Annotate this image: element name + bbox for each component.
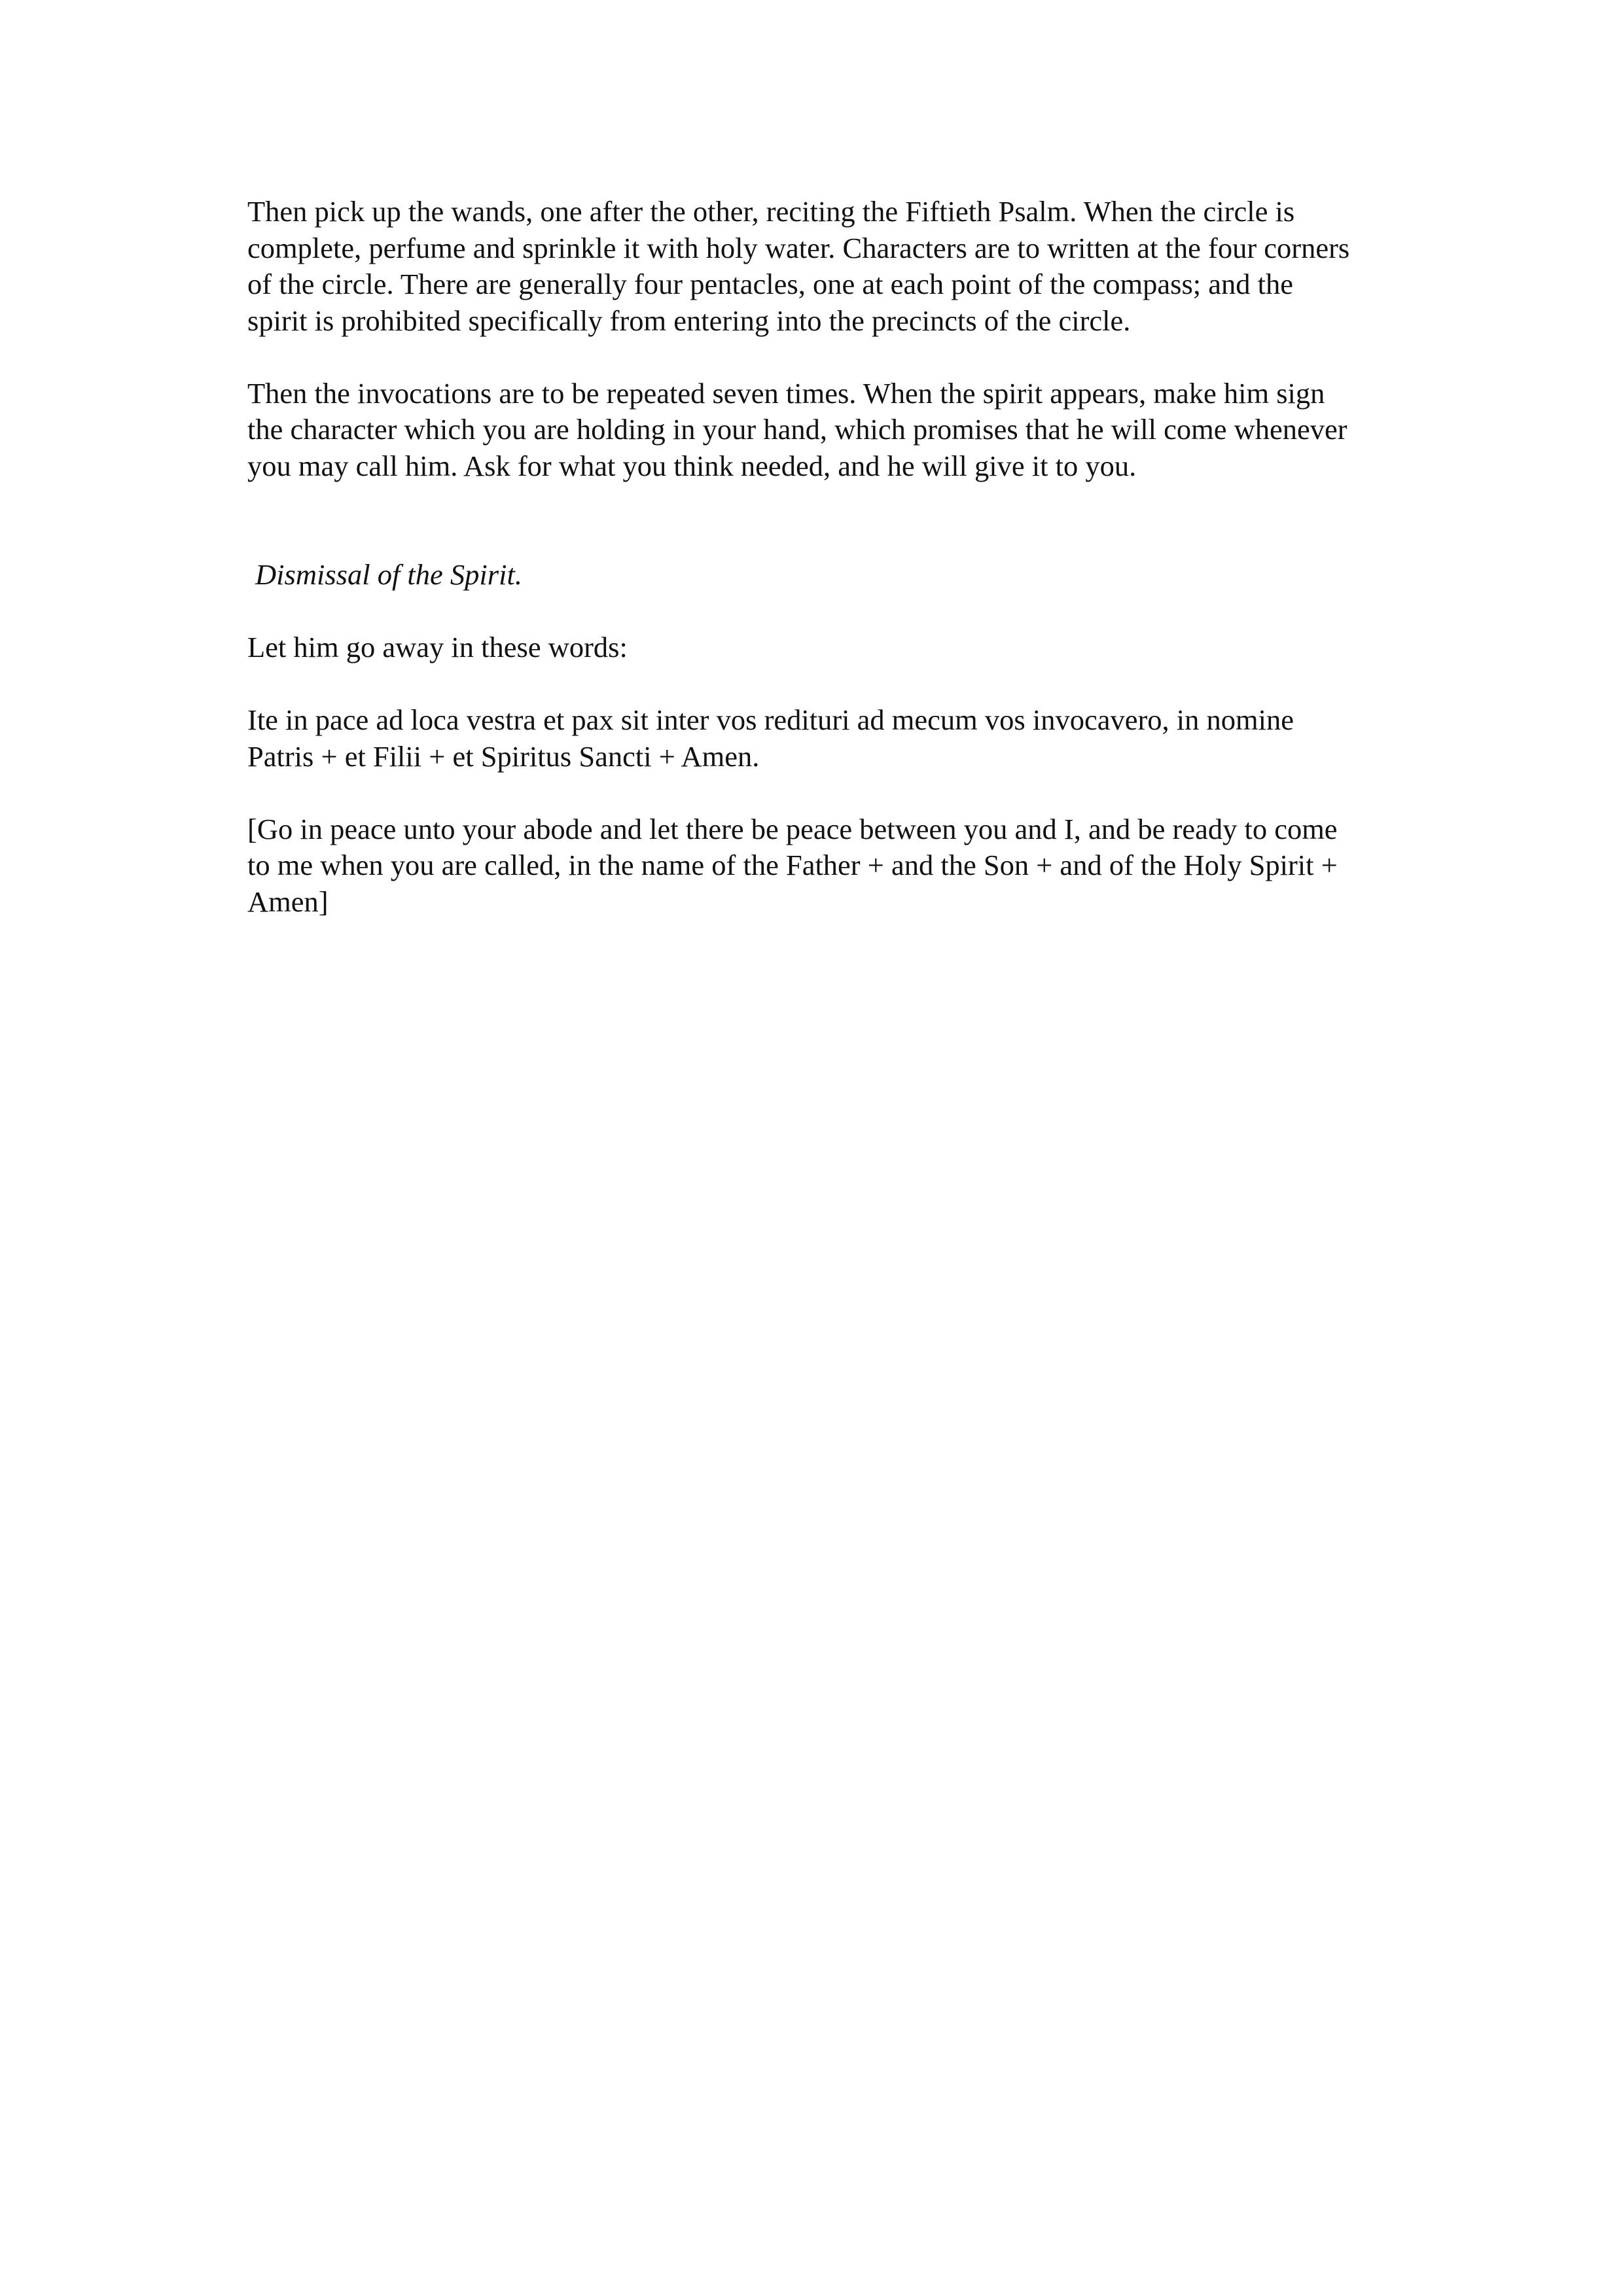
text-line: Let him go away in these words: — [247, 631, 628, 663]
section-heading: Dismissal of the Spirit. — [255, 558, 522, 591]
text-line: Amen] — [247, 885, 329, 918]
text-line: Patris + et Filii + et Spiritus Sancti + Amen. — [247, 739, 760, 773]
text-line: you may call him. Ask for what you think needed, and he will give it to you. — [247, 449, 1137, 482]
text-line: Ite in pace ad loca vestra et pax sit inter vos redituri ad mecum vos invocavero, in nomine — [247, 703, 1294, 736]
text-line: the character which you are holding in your hand, which promises that he will come whenever — [247, 413, 1347, 446]
paragraph-invocations — [247, 376, 1393, 485]
spacer — [247, 521, 1393, 557]
text-line: [Go in peace unto your abode and let there be peace between you and I, and be ready to come — [247, 812, 1338, 845]
paragraph-circle-instructions — [247, 194, 1393, 339]
text-line: Then the invocations are to be repeated seven times. When the spirit appears, make him sign — [247, 376, 1325, 410]
text-line: to me when you are called, in the name of the Father + and the Son + and of the Holy Spirit + — [247, 849, 1338, 881]
text-line: spirit is prohibited specifically from entering into the precincts of the circle. — [247, 304, 1131, 337]
text-line: Then pick up the wands, one after the other, reciting the Fiftieth Psalm. When the circle is — [247, 195, 1295, 228]
document-body — [247, 194, 1393, 957]
text-line: of the circle. There are generally four pentacles, one at each point of the compass; and the — [247, 268, 1294, 300]
paragraph-latin-dismissal — [247, 702, 1393, 775]
paragraph-english-translation — [247, 811, 1393, 921]
paragraph-let-him-go — [247, 629, 1393, 666]
text-line: complete, perfume and sprinkle it with holy water. Characters are to written at the four corners — [247, 231, 1350, 264]
